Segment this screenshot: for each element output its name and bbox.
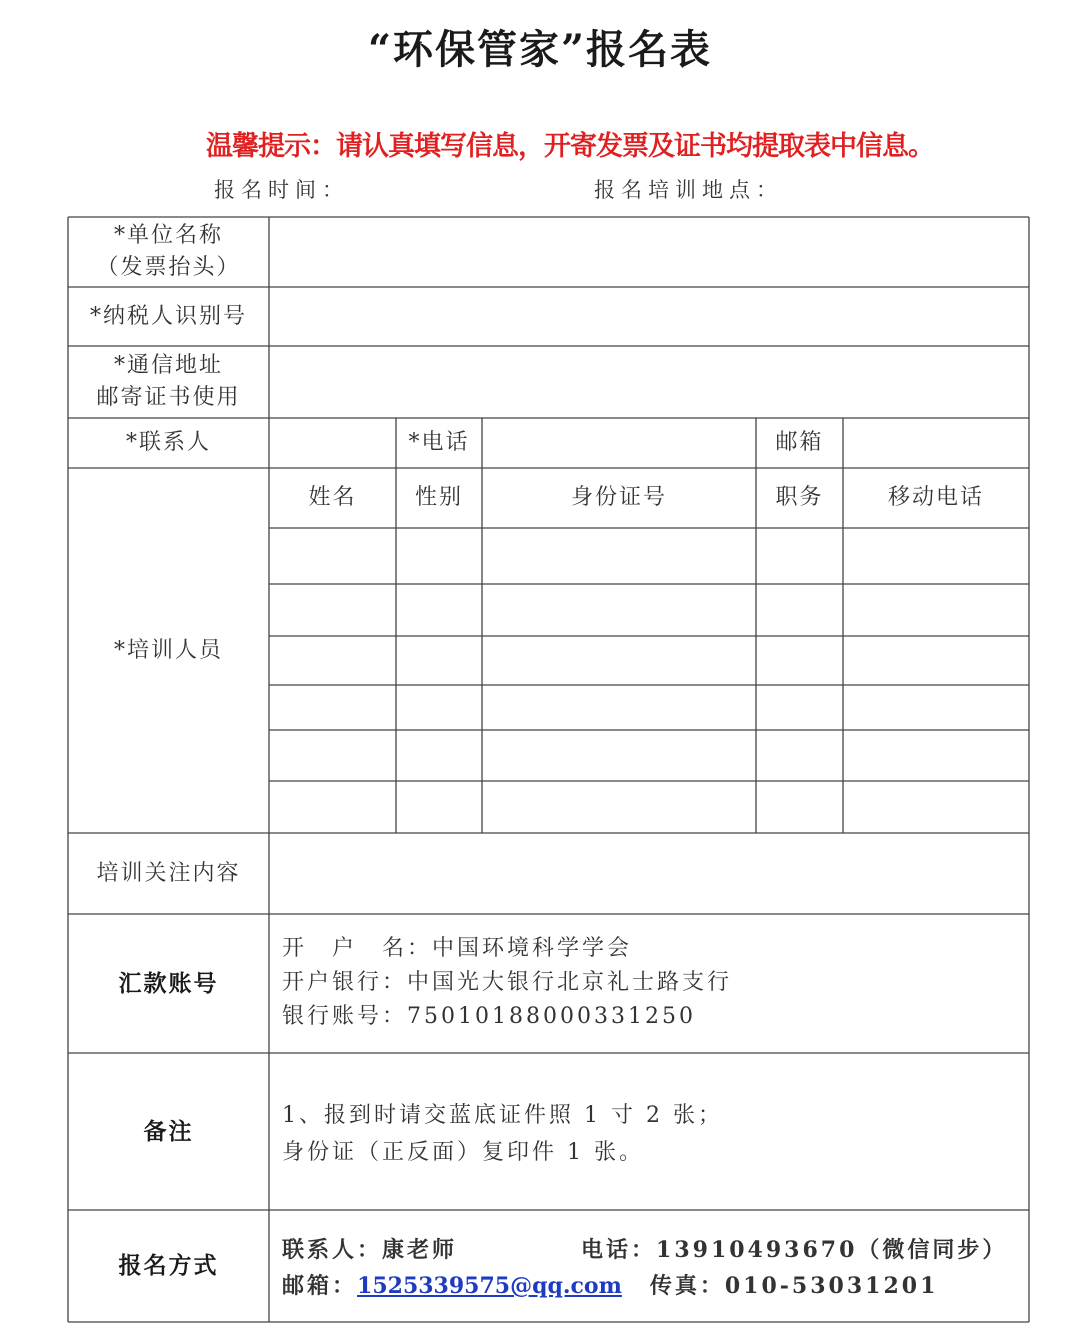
company-name-label: *单位名称 （发票抬头） [96,223,241,280]
tax-id-field[interactable] [270,288,1028,345]
remark-line: 1、报到时请交蓝底证件照 1 寸 2 张； [282,1103,723,1128]
signup-contact-block [282,1232,1007,1304]
email-field[interactable] [844,419,1028,467]
col-header-position: 职务 [775,485,824,511]
remarks-label: 备注 [143,1117,194,1145]
focus-label: 培训关注内容 [96,860,241,886]
account-label: 汇款账号 [118,969,219,997]
phone-label: *电话 [408,430,470,456]
contact-label: *联系人 [125,430,211,456]
signup-time-label: 报名时间： [214,178,349,202]
phone-field[interactable] [483,419,755,467]
col-header-name: 姓名 [308,485,357,511]
signup-email-link[interactable]: 1525339575@qq.com [357,1273,622,1299]
signup-place-label: 报名培训地点： [594,178,783,202]
account-bank: 开户银行：中国光大银行北京礼士路支行 [282,970,733,995]
signup-method-label: 报名方式 [118,1252,219,1280]
signup-phone: 电话：13910493670（微信同步） [581,1237,1008,1263]
signup-fax: 传真：010-53031201 [649,1273,939,1299]
company-name-field[interactable] [270,218,1028,286]
focus-field[interactable] [270,834,1028,913]
address-label: *通信地址 邮寄证书使用 [96,353,241,410]
signup-email-label: 邮箱： [282,1273,358,1299]
address-field[interactable] [270,347,1028,417]
contact-field[interactable] [270,419,395,467]
col-header-gender: 性别 [414,485,463,511]
email-label: 邮箱 [775,430,824,456]
signup-contact-person: 联系人：康老师 [282,1237,458,1263]
col-header-id-number: 身份证号 [570,485,667,511]
account-number: 银行账号：75010188000331250 [282,1004,696,1029]
remark-line: 身份证（正反面）复印件 1 张。 [282,1140,644,1165]
remarks-details [282,1097,723,1171]
col-header-mobile: 移动电话 [887,485,984,511]
tax-id-label: *纳税人识别号 [89,303,247,329]
trainees-label: *培训人员 [113,637,223,663]
account-holder: 开 户 名：中国环境科学学会 [282,936,633,961]
warm-tip: 温馨提示：请认真填写信息，开寄发票及证书均提取表中信息。 [206,131,934,162]
form-title: “环保管家”报名表 [367,26,712,73]
account-details [282,932,732,1034]
